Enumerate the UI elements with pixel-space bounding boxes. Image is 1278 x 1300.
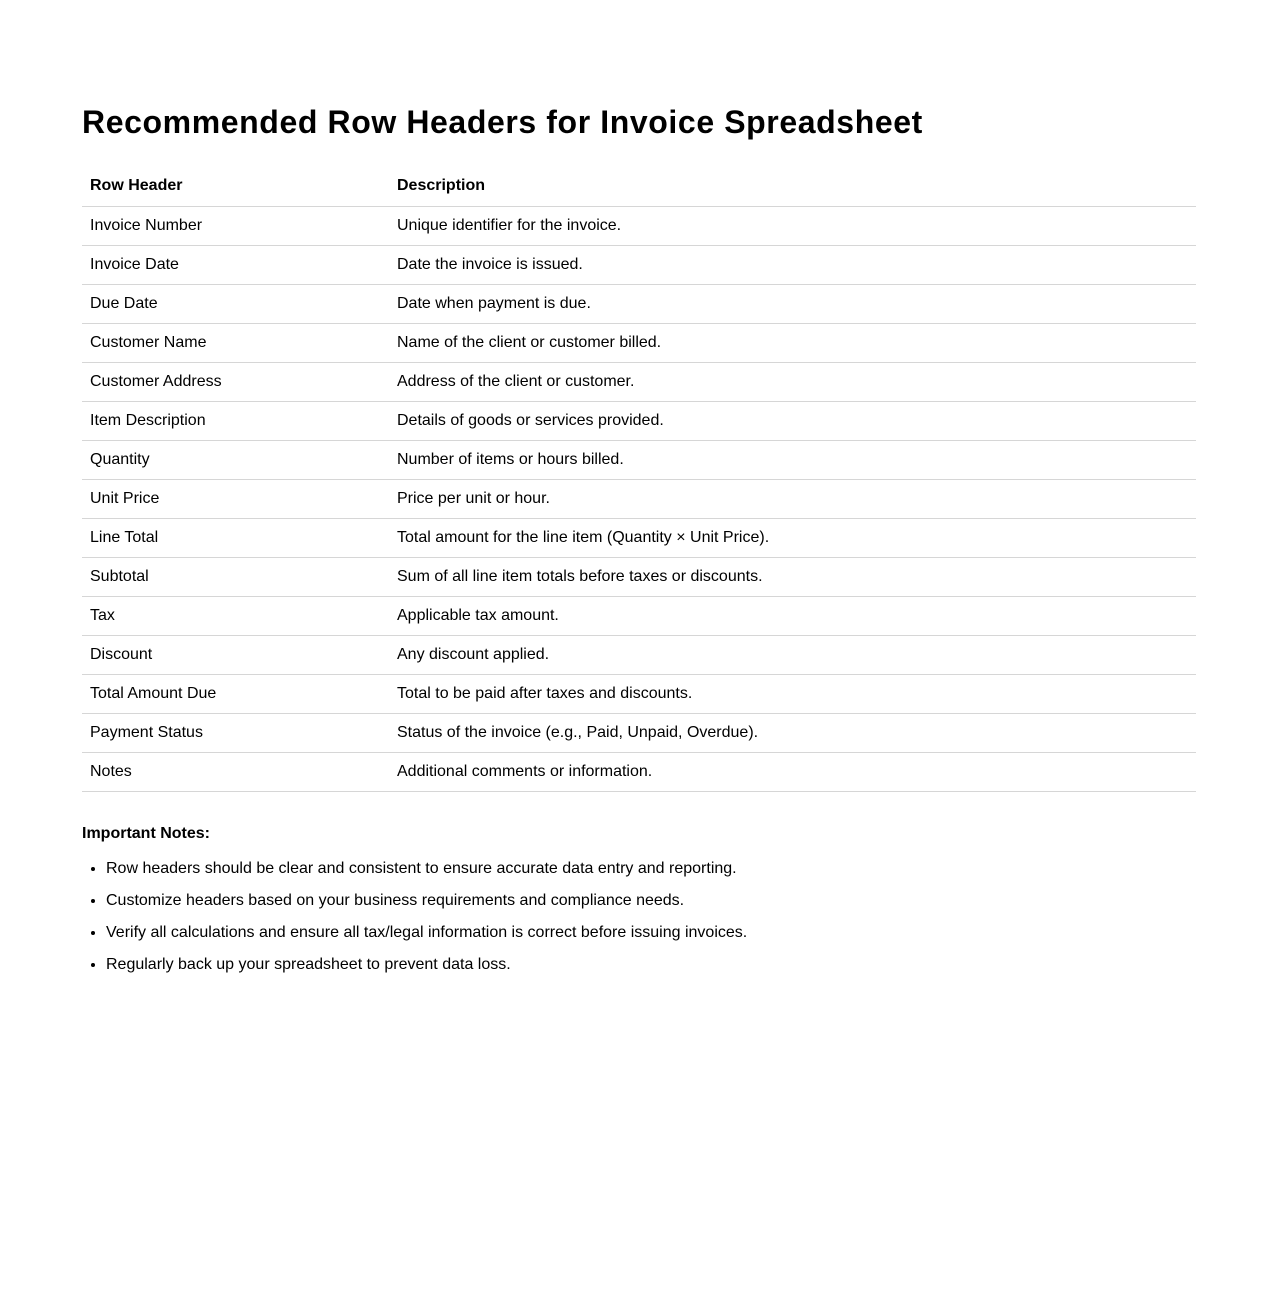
table-row	[82, 480, 1196, 519]
row-header-cell: Line Total	[82, 519, 389, 558]
description-cell: Applicable tax amount.	[389, 597, 1196, 636]
table-row	[82, 207, 1196, 246]
row-header-cell: Quantity	[82, 441, 389, 480]
table-row	[82, 285, 1196, 324]
row-header-cell: Tax	[82, 597, 389, 636]
row-header-cell: Payment Status	[82, 714, 389, 753]
table-row	[82, 324, 1196, 363]
row-header-cell: Invoice Number	[82, 207, 389, 246]
row-header-cell: Invoice Date	[82, 246, 389, 285]
table-header-row	[82, 166, 1196, 207]
table-row	[82, 558, 1196, 597]
description-cell: Total to be paid after taxes and discounts.	[389, 675, 1196, 714]
list-item: • Regularly back up your spreadsheet to prevent data loss.	[106, 955, 1196, 975]
table-body	[82, 207, 1196, 792]
table-row	[82, 636, 1196, 675]
table-row	[82, 402, 1196, 441]
description-cell: Date the invoice is issued.	[389, 246, 1196, 285]
list-item: • Verify all calculations and ensure all tax/legal information is correct before issuing invoices.	[106, 923, 1196, 943]
description-cell: Status of the invoice (e.g., Paid, Unpaid, Overdue).	[389, 714, 1196, 753]
row-header-cell: Unit Price	[82, 480, 389, 519]
row-header-cell: Discount	[82, 636, 389, 675]
description-cell: Name of the client or customer billed.	[389, 324, 1196, 363]
row-header-cell: Total Amount Due	[82, 675, 389, 714]
table-row	[82, 714, 1196, 753]
table-row	[82, 519, 1196, 558]
description-cell: Address of the client or customer.	[389, 363, 1196, 402]
row-headers-table	[82, 166, 1196, 792]
description-cell: Number of items or hours billed.	[389, 441, 1196, 480]
table-row	[82, 441, 1196, 480]
table-head	[82, 166, 1196, 207]
row-header-cell: Item Description	[82, 402, 389, 441]
list-item: • Row headers should be clear and consistent to ensure accurate data entry and reporting.	[106, 859, 1196, 879]
description-cell: Unique identifier for the invoice.	[389, 207, 1196, 246]
description-cell: Price per unit or hour.	[389, 480, 1196, 519]
description-cell: Date when payment is due.	[389, 285, 1196, 324]
notes-heading: Important Notes:	[82, 825, 210, 842]
description-cell: Additional comments or information.	[389, 753, 1196, 792]
description-cell: Sum of all line item totals before taxes or discounts.	[389, 558, 1196, 597]
table-row	[82, 246, 1196, 285]
table-row	[82, 675, 1196, 714]
description-cell: Details of goods or services provided.	[389, 402, 1196, 441]
row-header-cell: Subtotal	[82, 558, 389, 597]
notes-list	[82, 859, 1196, 975]
row-header-cell: Due Date	[82, 285, 389, 324]
table-row	[82, 597, 1196, 636]
row-header-cell: Customer Address	[82, 363, 389, 402]
column-header-description: Description	[389, 166, 1196, 207]
row-header-cell: Notes	[82, 753, 389, 792]
page-title: Recommended Row Headers for Invoice Spreadsheet	[82, 104, 923, 140]
column-header-row-header: Row Header	[82, 166, 389, 207]
table-row	[82, 753, 1196, 792]
list-item: • Customize headers based on your business requirements and compliance needs.	[106, 891, 1196, 911]
row-header-cell: Customer Name	[82, 324, 389, 363]
table-row	[82, 363, 1196, 402]
description-cell: Any discount applied.	[389, 636, 1196, 675]
description-cell: Total amount for the line item (Quantity × Unit Price).	[389, 519, 1196, 558]
document	[82, 100, 1196, 987]
